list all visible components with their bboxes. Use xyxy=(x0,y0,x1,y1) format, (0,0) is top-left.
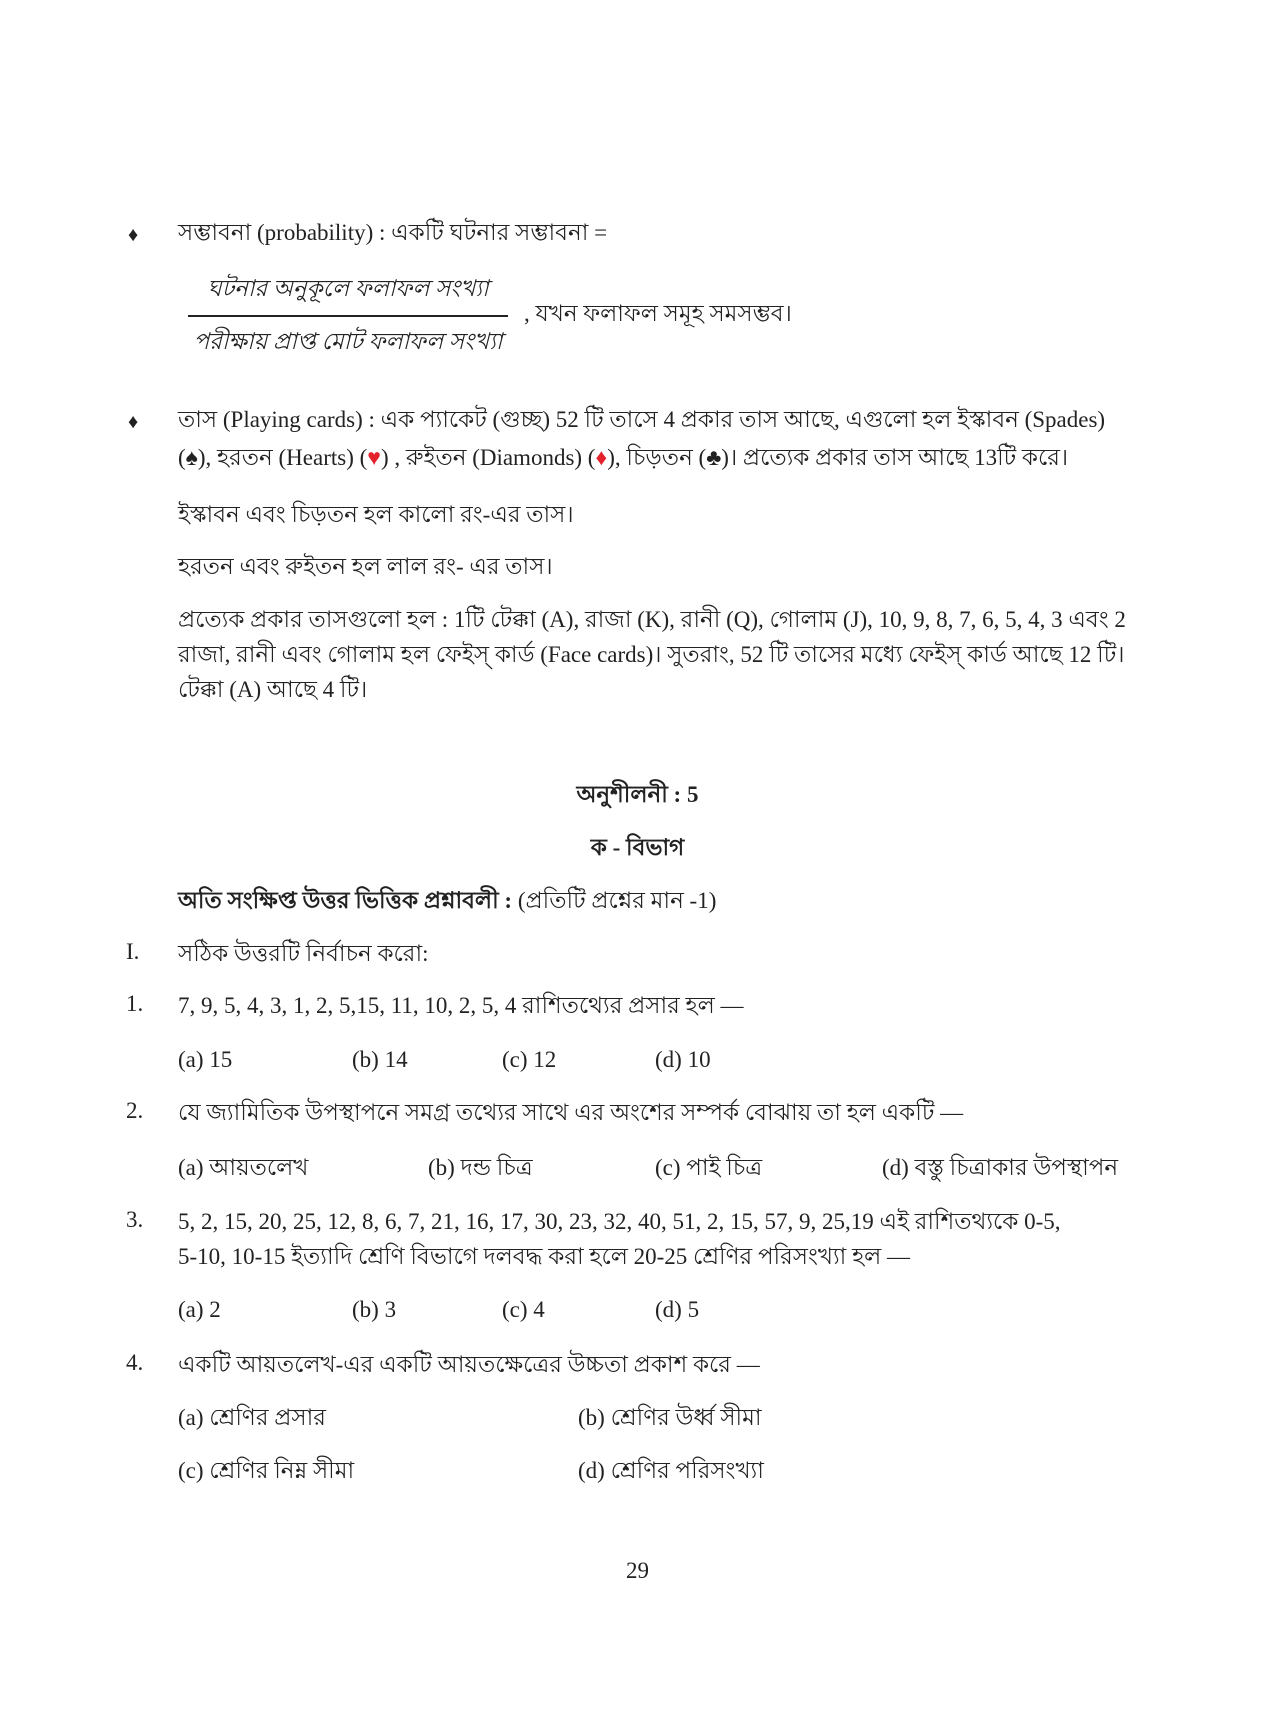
option: (b) 3 xyxy=(352,1297,397,1322)
probability-fraction xyxy=(188,270,508,362)
cards-types-line3: টেক্কা (A) আছে 4 টি। xyxy=(178,677,368,702)
fraction-denominator: পরীক্ষায় প্রাপ্ত মোট ফলাফল সংখ্যা xyxy=(193,328,503,354)
question-text: যে জ্যামিতিক উপস্থাপনে সমগ্র তথ্যের সাথে এর অংশের সম্পর্ক বোঝায় তা হল একটি — xyxy=(178,1100,964,1125)
cards-line1: তাস (Playing cards) : এক প্যাকেট (গুচ্ছ) 52 টি তাসে 4 প্রকার তাস আছে, এগুলো হল ইস্কাবন (Spades) xyxy=(178,407,1106,432)
bullet-icon: ♦ xyxy=(128,411,139,433)
probability-intro: সম্ভাবনা (probability) : একটি ঘটনার সম্ভাবনা = xyxy=(178,220,608,245)
part-text: সঠিক উত্তরটি নির্বাচন করো: xyxy=(178,941,429,966)
cards-types-line1: প্রত্যেক প্রকার তাসগুলো হল : 1টি টেক্কা (A), রাজা (K), রানী (Q), গোলাম (J), 10, 9, 8, 7, 6, 5, 4, 3 এবং 2 xyxy=(178,607,1126,632)
option: (a) 15 xyxy=(178,1047,233,1072)
question-text-cont: 5-10, 10-15 ইত্যাদি শ্রেণি বিভাগে দলবদ্ধ করা হলে 20-25 শ্রেণির পরিসংখ্যা হল — xyxy=(178,1244,911,1269)
option: (c) পাই চিত্র xyxy=(655,1155,763,1180)
option: (d) বস্তু চিত্রাকার উপস্থাপন xyxy=(882,1155,1119,1180)
club-icon: ♣ xyxy=(706,445,722,470)
option: (b) দন্ড চিত্র xyxy=(428,1155,533,1180)
cards-types-line2: রাজা, রানী এবং গোলাম হল ফেইস্ কার্ড (Face cards)। সুতরাং, 52 টি তাসের মধ্যে ফেইস্ কার্ড আছে 12 টি। xyxy=(178,642,1125,667)
option: (c) 4 xyxy=(502,1297,545,1322)
question-text: 5, 2, 15, 20, 25, 12, 8, 6, 7, 21, 16, 17, 30, 23, 32, 40, 51, 2, 15, 57, 9, 25,19 এই রাশিতথ্যকে 0-5, xyxy=(178,1209,1061,1234)
exercise-heading: অতি সংক্ষিপ্ত উত্তর ভিত্তিক প্রশ্নাবলী : (প্রতিটি প্রশ্নের মান -1) xyxy=(178,888,717,913)
option: (d) 10 xyxy=(655,1047,711,1072)
option: (b) 14 xyxy=(352,1047,408,1072)
spade-icon: ♠ xyxy=(185,445,198,470)
question-number: 4. xyxy=(126,1350,144,1375)
option: (a) আয়তলেখ xyxy=(178,1155,309,1180)
bullet-icon: ♦ xyxy=(128,224,139,246)
heart-icon: ♥ xyxy=(367,445,381,470)
cards-black: ইস্কাবন এবং চিড়তন হল কালো রং-এর তাস। xyxy=(178,502,574,527)
question-number: 1. xyxy=(126,991,144,1016)
option: (d) 5 xyxy=(655,1297,700,1322)
option: (c) 12 xyxy=(502,1047,557,1072)
probability-condition: , যখন ফলাফল সমূহ সমসম্ভব। xyxy=(524,301,792,326)
section-title: ক - বিভাগ xyxy=(590,835,685,860)
option: (a) শ্রেণির প্রসার xyxy=(178,1405,326,1430)
option: (d) শ্রেণির পরিসংখ্যা xyxy=(578,1458,764,1483)
option: (b) শ্রেণির উর্ধ্ব সীমা xyxy=(578,1405,762,1430)
cards-line2: (♠), হরতন (Hearts) (♥) , রুইতন (Diamonds) (♦), চিড়তন (♣)। প্রত্যেক প্রকার তাস আছে 13টি করে। xyxy=(178,443,1068,473)
option: (a) 2 xyxy=(178,1297,221,1322)
question-text: 7, 9, 5, 4, 3, 1, 2, 5,15, 11, 10, 2, 5, 4 রাশিতথ্যের প্রসার হল — xyxy=(178,993,744,1018)
option: (c) শ্রেণির নিম্ন সীমা xyxy=(178,1458,355,1483)
exercise-title: অনুশীলনী : 5 xyxy=(576,782,699,807)
diamond-icon: ♦ xyxy=(595,445,608,470)
part-label: I. xyxy=(126,939,140,964)
fraction-bar xyxy=(188,315,508,317)
question-number: 2. xyxy=(126,1098,144,1123)
question-number: 3. xyxy=(126,1207,144,1232)
question-text: একটি আয়তলেখ-এর একটি আয়তক্ষেত্রের উচ্চতা প্রকাশ করে — xyxy=(178,1352,760,1377)
fraction-numerator: ঘটনার অনুকূলে ফলাফল সংখ্যা xyxy=(207,276,489,301)
page-number: 29 xyxy=(626,1558,649,1583)
cards-red: হরতন এবং রুইতন হল লাল রং- এর তাস। xyxy=(178,554,553,579)
